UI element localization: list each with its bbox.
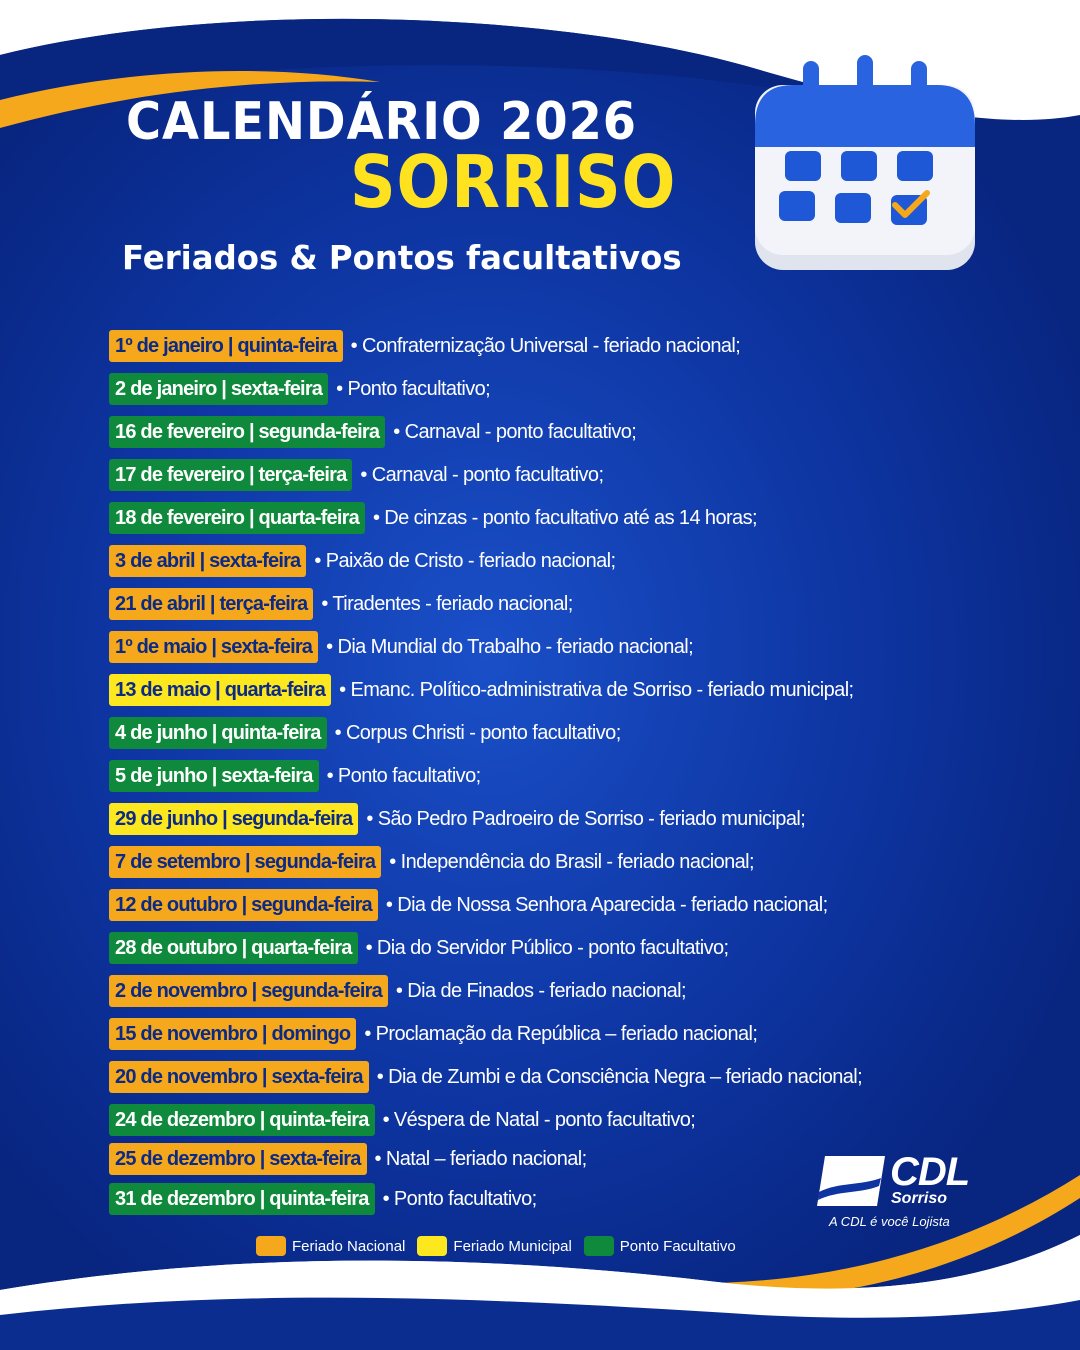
holiday-date-pill: 7 de setembro | segunda-feira (109, 846, 381, 878)
cdl-logo (815, 1150, 975, 1235)
holiday-description: • Dia de Zumbi e da Consciência Negra – feriado nacional; (376, 1065, 863, 1088)
brand-name: CDL (890, 1150, 970, 1194)
holiday-description: • Tiradentes - feriado nacional; (321, 592, 573, 615)
legend-swatch-nacional (256, 1236, 286, 1256)
legend-label: Feriado Municipal (453, 1237, 572, 1255)
holiday-description: • Dia Mundial do Trabalho - feriado nacional; (326, 635, 694, 658)
holiday-date-pill: 3 de abril | sexta-feira (109, 545, 306, 577)
legend-swatch-ponto (584, 1236, 614, 1256)
holiday-date-pill: 25 de dezembro | sexta-feira (109, 1143, 367, 1175)
holiday-description: • Carnaval - ponto facultativo; (360, 463, 604, 486)
holiday-date-pill: 1º de maio | sexta-feira (109, 631, 318, 663)
holiday-date-pill: 13 de maio | quarta-feira (109, 674, 331, 706)
holiday-description: • Dia de Finados - feriado nacional; (395, 979, 686, 1002)
legend-swatch-municipal (417, 1236, 447, 1256)
holiday-row (109, 502, 757, 534)
holiday-date-pill: 31 de dezembro | quinta-feira (109, 1183, 375, 1215)
holiday-description: • Dia de Nossa Senhora Aparecida - feriado nacional; (385, 893, 828, 916)
legend (256, 1236, 748, 1256)
holiday-row (109, 373, 490, 405)
holiday-row (109, 330, 740, 362)
holiday-row (109, 889, 828, 921)
holiday-description: • Confraternização Universal - feriado nacional; (350, 334, 741, 357)
holiday-row (109, 631, 693, 663)
holiday-description: • Ponto facultativo; (326, 764, 481, 787)
holiday-description: • De cinzas - ponto facultativo até as 14 horas; (372, 506, 757, 529)
holiday-date-pill: 18 de fevereiro | quarta-feira (109, 502, 365, 534)
holiday-date-pill: 5 de junho | sexta-feira (109, 760, 319, 792)
holiday-description: • Véspera de Natal - ponto facultativo; (382, 1108, 696, 1131)
holiday-row (109, 1061, 862, 1093)
holiday-description: • Corpus Christi - ponto facultativo; (334, 721, 621, 744)
holiday-date-pill: 24 de dezembro | quinta-feira (109, 1104, 375, 1136)
holiday-date-pill: 15 de novembro | domingo (109, 1018, 356, 1050)
holiday-row (109, 717, 621, 749)
holiday-description: • Ponto facultativo; (382, 1187, 537, 1210)
holiday-row (109, 1018, 757, 1050)
title-year: CALENDÁRIO 2026 (126, 92, 637, 152)
holiday-date-pill: 28 de outubro | quarta-feira (109, 932, 358, 964)
brand-city: Sorriso (891, 1190, 948, 1207)
legend-label: Feriado Nacional (292, 1237, 406, 1255)
holiday-description: • São Pedro Padroeiro de Sorriso - feriado municipal; (366, 807, 806, 830)
holiday-date-pill: 2 de janeiro | sexta-feira (109, 373, 328, 405)
legend-item-ponto (584, 1236, 736, 1256)
holiday-description: • Natal – feriado nacional; (374, 1147, 587, 1170)
holiday-row (109, 932, 729, 964)
holiday-row (109, 459, 603, 491)
legend-label: Ponto Facultativo (619, 1237, 736, 1255)
page-subtitle: Feriados & Pontos facultativos (122, 238, 682, 277)
holiday-date-pill: 20 de novembro | sexta-feira (109, 1061, 369, 1093)
brand-slogan: A CDL é você Lojista (829, 1214, 950, 1229)
holiday-date-pill: 17 de fevereiro | terça-feira (109, 459, 352, 491)
holiday-description: • Dia do Servidor Público - ponto facultativo; (365, 936, 729, 959)
holiday-date-pill: 16 de fevereiro | segunda-feira (109, 416, 385, 448)
holiday-description: • Carnaval - ponto facultativo; (393, 420, 637, 443)
holiday-description: • Independência do Brasil - feriado nacional; (389, 850, 754, 873)
holiday-row (109, 1143, 587, 1175)
holiday-description: • Proclamação da República – feriado nacional; (364, 1022, 758, 1045)
holiday-row (109, 674, 854, 706)
holiday-row (109, 975, 686, 1007)
holiday-description: • Emanc. Político-administrativa de Sorriso - feriado municipal; (339, 678, 854, 701)
holiday-row (109, 1183, 537, 1215)
title-city: SORRISO (350, 140, 677, 224)
holiday-date-pill: 1º de janeiro | quinta-feira (109, 330, 343, 362)
holiday-row (109, 846, 754, 878)
holiday-date-pill: 12 de outubro | segunda-feira (109, 889, 378, 921)
holiday-row (109, 416, 636, 448)
holiday-date-pill: 29 de junho | segunda-feira (109, 803, 358, 835)
holiday-date-pill: 21 de abril | terça-feira (109, 588, 313, 620)
holiday-row (109, 760, 481, 792)
holiday-row (109, 588, 573, 620)
holiday-row (109, 1104, 695, 1136)
holiday-description: • Ponto facultativo; (336, 377, 491, 400)
holiday-date-pill: 2 de novembro | segunda-feira (109, 975, 388, 1007)
holiday-date-pill: 4 de junho | quinta-feira (109, 717, 327, 749)
legend-item-nacional (256, 1236, 405, 1256)
cdl-logo-icon (815, 1152, 890, 1210)
calendar-check-icon (745, 55, 985, 275)
holiday-row (109, 803, 805, 835)
holiday-description: • Paixão de Cristo - feriado nacional; (314, 549, 616, 572)
holiday-row (109, 545, 615, 577)
legend-item-municipal (417, 1236, 571, 1256)
